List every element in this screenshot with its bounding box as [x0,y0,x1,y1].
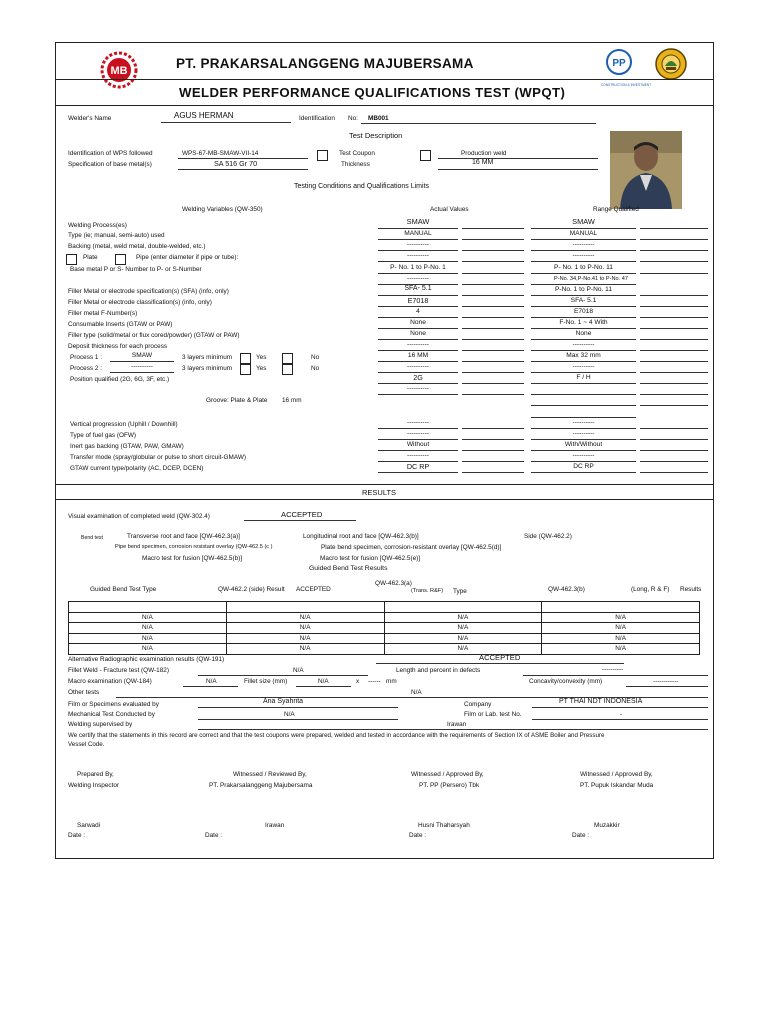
other-tests-label: Other tests [68,689,100,696]
guided-side-label: QW-462.2 (side) Result [218,586,285,593]
base-metal-value: SA 516 Gr 70 [214,159,258,168]
transverse-label: Transverse root and face [QW-462.3(a)] [127,533,240,540]
visual-exam-label: Visual examination of completed weld (QW-302.4) [68,513,210,520]
row-transfer-actual: ---------- [407,452,429,459]
pipe-bend-label: Pipe bend specimen, corrosion resistant overlay (QW-462.5 (c ) [115,544,273,550]
fillet-size-value: N/A [318,678,329,685]
row-base-metal-extra-range: P-No. 34,P-No.41 to P-No. 47 [554,276,628,282]
pim-emblem [654,47,688,81]
radiographic-value: ACCEPTED [479,653,521,662]
row-vertical-label: Vertical progression (Uphill / Downhill) [70,421,178,428]
table-cell: N/A [384,612,542,623]
table-cell: N/A [69,612,227,623]
macro-exam-value: N/A [206,678,217,685]
position-label: Position qualified (2G, 6G, 3F, etc.) [70,376,170,383]
macro-plate-label: Macro test for fusion [QW-462.5(e)] [320,555,421,562]
process1-no-label: No [311,354,320,361]
radiographic-label: Alternative Radiographic examination results (QW-191) [68,656,225,663]
macro-exam-label: Macro examination (QW-184) [68,678,152,685]
table-cell: N/A [226,612,384,623]
concavity-label: Concavity/convexity (mm) [529,678,603,685]
x-value: ------ [368,678,381,685]
wps-label: Identification of WPS followed [68,150,153,157]
process1-actual: 16 MM [407,352,429,359]
row-backing-range: ---------- [572,241,595,248]
row-type-actual: MANUAL [404,230,432,237]
lab-test-value: - [620,711,623,718]
row-inert-gas-actual: Without [406,441,430,448]
row-type-label: Type (ie; manual, semi-auto) used [68,232,165,239]
signature-org-1: Welding Inspector [68,782,120,789]
row-fnumber-range: E7018 [573,308,594,315]
table-row [69,623,700,634]
guided-type-label: Guided Bend Test Type [90,586,157,593]
company-name: PT. PRAKARSALANGGENG MAJUBERSAMA [176,56,474,71]
plate-bend-label: Plate bend specimen, corrosion-resistant overlay [QW-462.5(d)] [321,544,502,551]
bend-test-label: Bend test [81,535,103,541]
row-filler-type-actual: None [410,330,426,337]
table-cell [384,602,542,613]
process2-layers-label: 3 layers minimum [182,365,233,372]
process2-yes-checkbox[interactable] [240,364,251,375]
groove-value: 16 mm [282,397,302,404]
pp-logo-caption: CONSTRUCTION & INVESTMENT [601,83,652,87]
process2-no-checkbox[interactable] [282,364,293,375]
row-sfa-label: Filler Metal or electrode specification(s) (SFA) (info, only) [68,288,229,295]
mechanical-test-value: N/A [284,711,295,718]
lab-test-label: Film or Lab. test No. [464,711,522,718]
signature-date-1: Date : [68,832,86,839]
plate-checkbox[interactable] [66,254,77,265]
col-actual-header: Actual Values [430,206,469,213]
position-extra: ---------- [407,385,429,392]
wps-value: WPS-67-MB-SMAW-VII-14 [182,150,259,157]
pipe-checkbox[interactable] [115,254,126,265]
row-classification-actual: E7018 [407,296,429,305]
table-cell: N/A [226,644,384,655]
table-cell: N/A [226,623,384,634]
row-welding-process-actual: SMAW [406,217,430,226]
guided-bend-heading: Guided Bend Test Results [309,565,388,572]
signature-name-2: Irawan [265,822,285,829]
test-description-heading: Test Description [349,131,403,140]
film-evaluated-label: Film or Specimens evaluated by [68,701,159,708]
macro-pipe-label: Macro test for fusion [QW-462.5(b)] [142,555,243,562]
process2-yes-label: Yes [256,365,267,372]
wpqt-form-sheet [55,42,714,859]
col-range-header: Range Qualified [593,206,639,213]
row-deposit-label: Deposit thickness for each process [68,343,168,350]
company-logo [100,51,138,89]
process1-no-checkbox[interactable] [282,353,293,364]
table-cell: N/A [542,633,700,644]
row-base-metal-pnum-range: P- No. 1 to P-No. 11 [554,264,613,271]
signature-date-2: Date : [205,832,223,839]
process2-range: ---------- [572,363,595,370]
testing-conditions-heading: Testing Conditions and Qualifications Limits [294,183,430,190]
row-consumable-actual: None [410,319,426,326]
base-metal-label: Specification of base metal(s) [68,161,152,168]
other-tests-value: N/A [411,689,422,696]
process1-yes-label: Yes [256,354,267,361]
signature-role-4: Witnessed / Approved By, [580,771,653,778]
pp-logo [601,48,652,87]
table-cell: N/A [384,623,542,634]
signature-name-4: Muzakkir [594,822,620,829]
identification-no-label: No: [348,115,358,122]
process2-label: Process 2 : [70,365,102,372]
process1-label: Process 1 : [70,354,102,361]
row-type-range: MANUAL [569,230,598,237]
table-row [69,612,700,623]
row-base-metal-pnum-actual: P- No. 1 to P-No. 1 [390,264,446,271]
guided-side-value: ACCEPTED [296,586,331,593]
form-title: WELDER PERFORMANCE QUALIFICATIONS TEST (WPQT) [179,85,566,100]
process2-actual: ---------- [407,363,429,370]
process1-range: Max 32 mm [566,352,601,359]
table-cell: N/A [69,644,227,655]
welder-name: AGUS HERMAN [174,111,234,120]
row-sfa-range: P-No. 1 to P-No. 11 [554,286,613,293]
fillet-fracture-label: Fillet Weld - Fracture test (QW-182) [68,667,169,674]
production-weld-label: Production weld [461,150,507,157]
signature-org-3: PT. PP (Persero) Tbk [419,782,480,789]
supervised-value: Irawan [447,721,467,728]
process1-value: SMAW [131,352,153,359]
row-filler-type-range: None [575,330,592,337]
mm-label: mm [386,678,397,685]
results-heading: RESULTS [362,488,397,497]
row-consumable-label: Consumable Inserts (GTAW or PAW) [68,321,173,328]
table-cell: N/A [542,612,700,623]
signature-date-4: Date : [572,832,590,839]
company-label: Company [464,701,492,708]
guided-bend-table [68,601,700,655]
row-backing-actual: ---------- [407,241,429,248]
concavity-value: ------------ [653,678,679,685]
row-fuel-gas-label: Type of fuel gas (OFW) [70,432,137,439]
table-row [69,633,700,644]
table-row [69,602,700,613]
position-actual: 2G [413,373,423,382]
thickness-label: Thickness [341,161,370,168]
row-current-range: DC RP [573,463,594,470]
row-vertical-actual: ---------- [407,419,429,426]
table-cell: N/A [226,633,384,644]
guided-type-word: Type [453,588,467,595]
guided-b-sub: (Long, R & F) [631,586,670,593]
row-transfer-label: Transfer mode (spray/globular or pulse to short circuit-GMAW) [70,454,247,461]
fillet-size-label: Fillet size (mm) [244,678,288,685]
row-classification-label: Filler Metal or electrode classification(s) (info, only) [68,299,212,306]
row-pipe-label: Pipe (enter diameter if pipe or tube): [136,254,239,261]
table-cell [226,602,384,613]
test-coupon-checkbox[interactable] [317,150,328,161]
identification-no: MB001 [368,115,389,122]
guided-results-word: Results [680,586,702,593]
signature-name-1: Sarwadi [77,822,101,829]
table-cell [542,602,700,613]
logo-mid-text: PP [612,58,626,69]
table-cell [69,602,227,613]
company-value: PT THAI NDT INDONESIA [559,698,643,705]
process1-layers-label: 3 layers minimum [182,354,233,361]
row-current-actual: DC RP [406,462,430,471]
supervised-label: Welding supervised by [68,721,133,728]
row-transfer-range: ---------- [572,452,595,459]
table-cell: N/A [542,623,700,634]
row-fnumber-actual: 4 [416,308,420,315]
row-base-metal-pnum-label: Base metal P or S- Number to P- or S-Number [70,266,202,273]
film-evaluated-value: Aria Syahrita [263,698,304,705]
groove-label: Groove: Plate & Plate [206,397,268,404]
row-filler-type-label: Filler type (solid/metal or flux cored/powder) (GTAW or PAW) [68,332,240,339]
col-variables-header: Welding Variables (QW-350) [182,206,263,213]
process1-yes-checkbox[interactable] [240,353,251,364]
row-vertical-range: ---------- [572,419,595,426]
row-sfa-actual: SFA- 5.1 [404,285,432,292]
row-fnumber-label: Filler metal F-Number(s) [68,310,138,317]
table-cell: N/A [69,623,227,634]
table-cell: N/A [384,644,542,655]
production-weld-checkbox[interactable] [420,150,431,161]
row-backing-label: Backing (metal, weld metal, double-welded, etc.) [68,243,206,250]
test-coupon-label: Test Coupon [339,150,375,157]
signature-date-3: Date : [409,832,427,839]
guided-b-label: QW-462.3(b) [548,586,585,593]
row-welding-process-label: Welding Process(es) [68,222,127,229]
signature-role-1: Prepared By, [77,771,114,778]
visual-exam-value: ACCEPTED [281,510,323,519]
row-fuel-gas-actual: ---------- [407,430,429,437]
row-plate-label: Plate [83,254,98,261]
welder-name-label: Welder's Name [68,115,112,122]
row-deposit-actual: ---------- [407,341,429,348]
table-row [69,644,700,655]
process2-value: ---------- [131,363,153,370]
signature-role-3: Witnessed / Approved By, [411,771,484,778]
process2-no-label: No [311,365,320,372]
signature-name-3: Husni Thaharsyah [418,822,470,829]
side-label: Side (QW-462.2) [524,533,572,540]
mechanical-test-label: Mechanical Test Conducted by [68,711,155,718]
table-cell: N/A [542,644,700,655]
signature-role-2: Witnessed / Reviewed By, [233,771,307,778]
certification-text-1: We certify that the statements in this record are correct and that the test coupons were prepared, welded and tested in accordance with the requirements of Section IX of ASME Boiler and Pressure [68,732,605,739]
row-pipe-actual: ---------- [407,252,429,259]
guided-a-sub: (Trans. R&F) [411,588,444,594]
longitudinal-label: Longitudinal root and face [QW-462.3(b)] [303,533,419,540]
row-deposit-range: ---------- [572,341,595,348]
table-cell: N/A [384,633,542,644]
length-defects-value: ---------- [602,666,624,673]
row-classification-range: SFA- 5.1 [570,297,597,304]
logo-left-text: MB [110,65,128,77]
row-welding-process-range: SMAW [572,217,595,226]
row-current-label: GTAW current type/polarity (AC, DCEP, DCEN) [70,465,204,472]
certification-text-2: Vessel Code. [68,741,105,748]
row-inert-gas-label: Inert gas backing (GTAW, PAW, GMAW) [70,443,184,450]
guided-a-label: QW-462.3(a) [375,580,412,587]
signature-org-4: PT. Pupuk Iskandar Muda [580,782,654,789]
welder-photo [610,131,682,209]
fillet-fracture-value: N/A [293,667,304,674]
row-consumable-range: F-No. 1 ~ 4 With [559,319,608,326]
identification-label: Identification [299,115,335,122]
x-label: x [356,678,360,685]
position-range: F / H [576,374,591,381]
row-pipe-range: ---------- [572,252,595,259]
table-cell: N/A [69,633,227,644]
row-inert-gas-range: With/Without [564,441,603,448]
length-defects-label: Length and percent in defects [396,667,481,674]
thickness-value: 16 MM [472,159,494,166]
row-fuel-gas-range: ---------- [572,430,595,437]
row-base-metal-extra-actual: ---------- [407,275,429,282]
signature-org-2: PT. Prakarsalanggeng Majubersama [209,782,313,789]
